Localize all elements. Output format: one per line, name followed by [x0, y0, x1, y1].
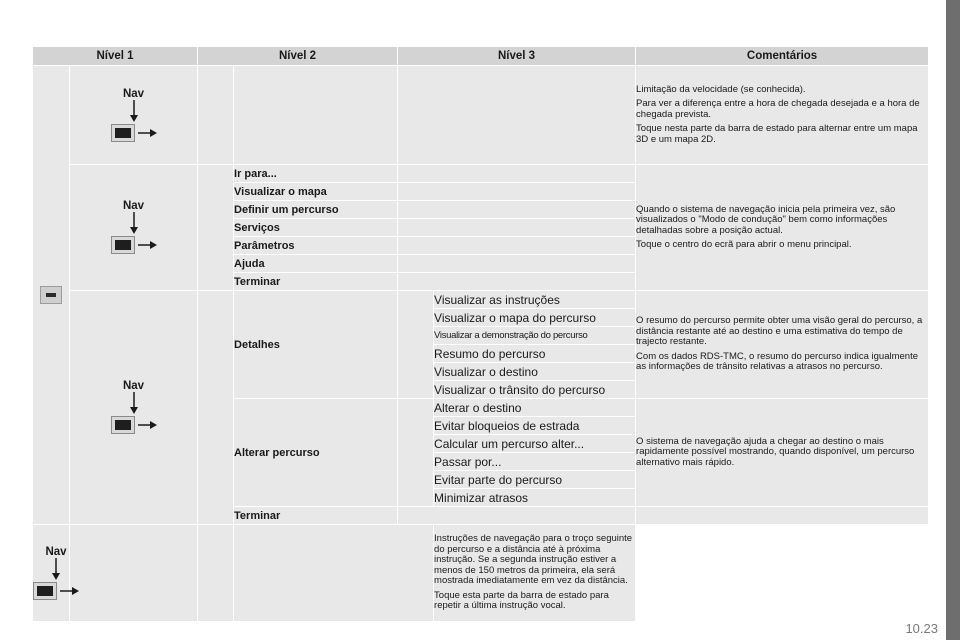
- menu-item-terminar: Terminar: [234, 507, 398, 525]
- arrow-right-icon: [57, 586, 79, 596]
- submenu-item: Alterar o destino: [434, 399, 636, 417]
- arrow-right-icon: [135, 420, 157, 430]
- level1-icon-cell: [33, 66, 70, 525]
- screen-button-icon: [33, 582, 57, 600]
- menu-item-terminar: Terminar: [234, 273, 398, 291]
- navigation-menu-table: [32, 46, 929, 622]
- arrow-down-icon: [129, 392, 139, 414]
- menu-item-parametros: Parâmetros: [234, 237, 398, 255]
- submenu-item: Visualizar o trânsito do percurso: [434, 381, 636, 399]
- submenu-item: Resumo do percurso: [434, 345, 636, 363]
- screen-button-icon: [111, 416, 135, 434]
- screen-button-icon: [111, 236, 135, 254]
- nav-mode-cell: [70, 291, 198, 525]
- menu-item-ajuda: Ajuda: [234, 255, 398, 273]
- page-number: 10.23: [905, 621, 938, 636]
- submenu-item: Passar por...: [434, 453, 636, 471]
- submenu-item: Evitar parte do percurso: [434, 471, 636, 489]
- submenu-item: Calcular um percurso alter...: [434, 435, 636, 453]
- nav-label: Nav: [122, 87, 145, 100]
- header-comments: Comentários: [636, 47, 929, 66]
- comment-cell: Instruções de navegação para o troço seguinte do percurso e a distância até à próxima instrução. Se a segunda instrução estiver a menos de 150 metros da primeira, ela será mostrada imediatamente em vez da distância. Toque esta parte da barra de estado para repetir a última instrução vocal.: [434, 525, 636, 622]
- comment-cell: O sistema de navegação ajuda a chegar ao destino o mais rapidamente possível mostrando, quando disponível, um percurso alternativo mais rápido.: [636, 399, 929, 507]
- arrow-down-icon: [129, 100, 139, 122]
- submenu-item: Visualizar o destino: [434, 363, 636, 381]
- nav-mode-cell: [70, 165, 198, 291]
- nav-label: Nav: [122, 380, 145, 392]
- submenu-item: Visualizar o mapa do percurso: [434, 309, 636, 327]
- arrow-down-icon: [129, 212, 139, 234]
- submenu-item: Minimizar atrasos: [434, 489, 636, 507]
- menu-item-ir-para: Ir para...: [234, 165, 398, 183]
- menu-item-definir-percurso: Definir um percurso: [234, 201, 398, 219]
- nav-mode-cell: [70, 66, 198, 165]
- submenu-alterar-percurso: Alterar percurso: [234, 399, 398, 507]
- comment-cell: O resumo do percurso permite obter uma visão geral do percurso, a distância restante até ao destino e uma estimativa do tempo de trajecto restante. Com os dados RDS-TMC, o resumo do percurso indica igualmente as informações de trânsito relativas a atrasos no percurso.: [636, 291, 929, 399]
- nav-label: Nav: [122, 200, 145, 212]
- comment-cell: Quando o sistema de navegação inicia pela primeira vez, são visualizados o "Modo de condução" bem como informações detalhadas sobre a posição actual. Toque o centro do ecrã para abrir o menu principal.: [636, 165, 929, 291]
- table-header-row: [33, 47, 929, 66]
- submenu-item: Visualizar as instruções: [434, 291, 636, 309]
- arrow-down-icon: [51, 558, 61, 580]
- header-level2: Nível 2: [198, 47, 398, 66]
- table-row: [33, 291, 929, 309]
- menu-item-servicos: Serviços: [234, 219, 398, 237]
- page-edge-strip: [946, 0, 960, 640]
- table-row: [33, 165, 929, 183]
- table-row: [33, 66, 929, 165]
- submenu-item: Evitar bloqueios de estrada: [434, 417, 636, 435]
- screen-button-icon: [111, 124, 135, 142]
- menu-button-icon: [40, 286, 62, 304]
- header-level1: Nível 1: [33, 47, 198, 66]
- arrow-right-icon: [135, 128, 157, 138]
- table-row: [33, 525, 929, 622]
- submenu-detalhes: Detalhes: [234, 291, 398, 399]
- comment-cell: Limitação da velocidade (se conhecida). Para ver a diferença entre a hora de chegada desejada e a hora de chegada prevista. Toque nesta parte da barra de estado para alternar entre um mapa 3D e um mapa 2D.: [636, 66, 929, 165]
- header-level3: Nível 3: [398, 47, 636, 66]
- nav-mode-cell: [33, 525, 70, 622]
- arrow-right-icon: [135, 240, 157, 250]
- menu-item-visualizar-mapa: Visualizar o mapa: [234, 183, 398, 201]
- nav-label: Nav: [45, 545, 67, 558]
- submenu-item: Visualizar a demonstração do percurso: [434, 327, 636, 345]
